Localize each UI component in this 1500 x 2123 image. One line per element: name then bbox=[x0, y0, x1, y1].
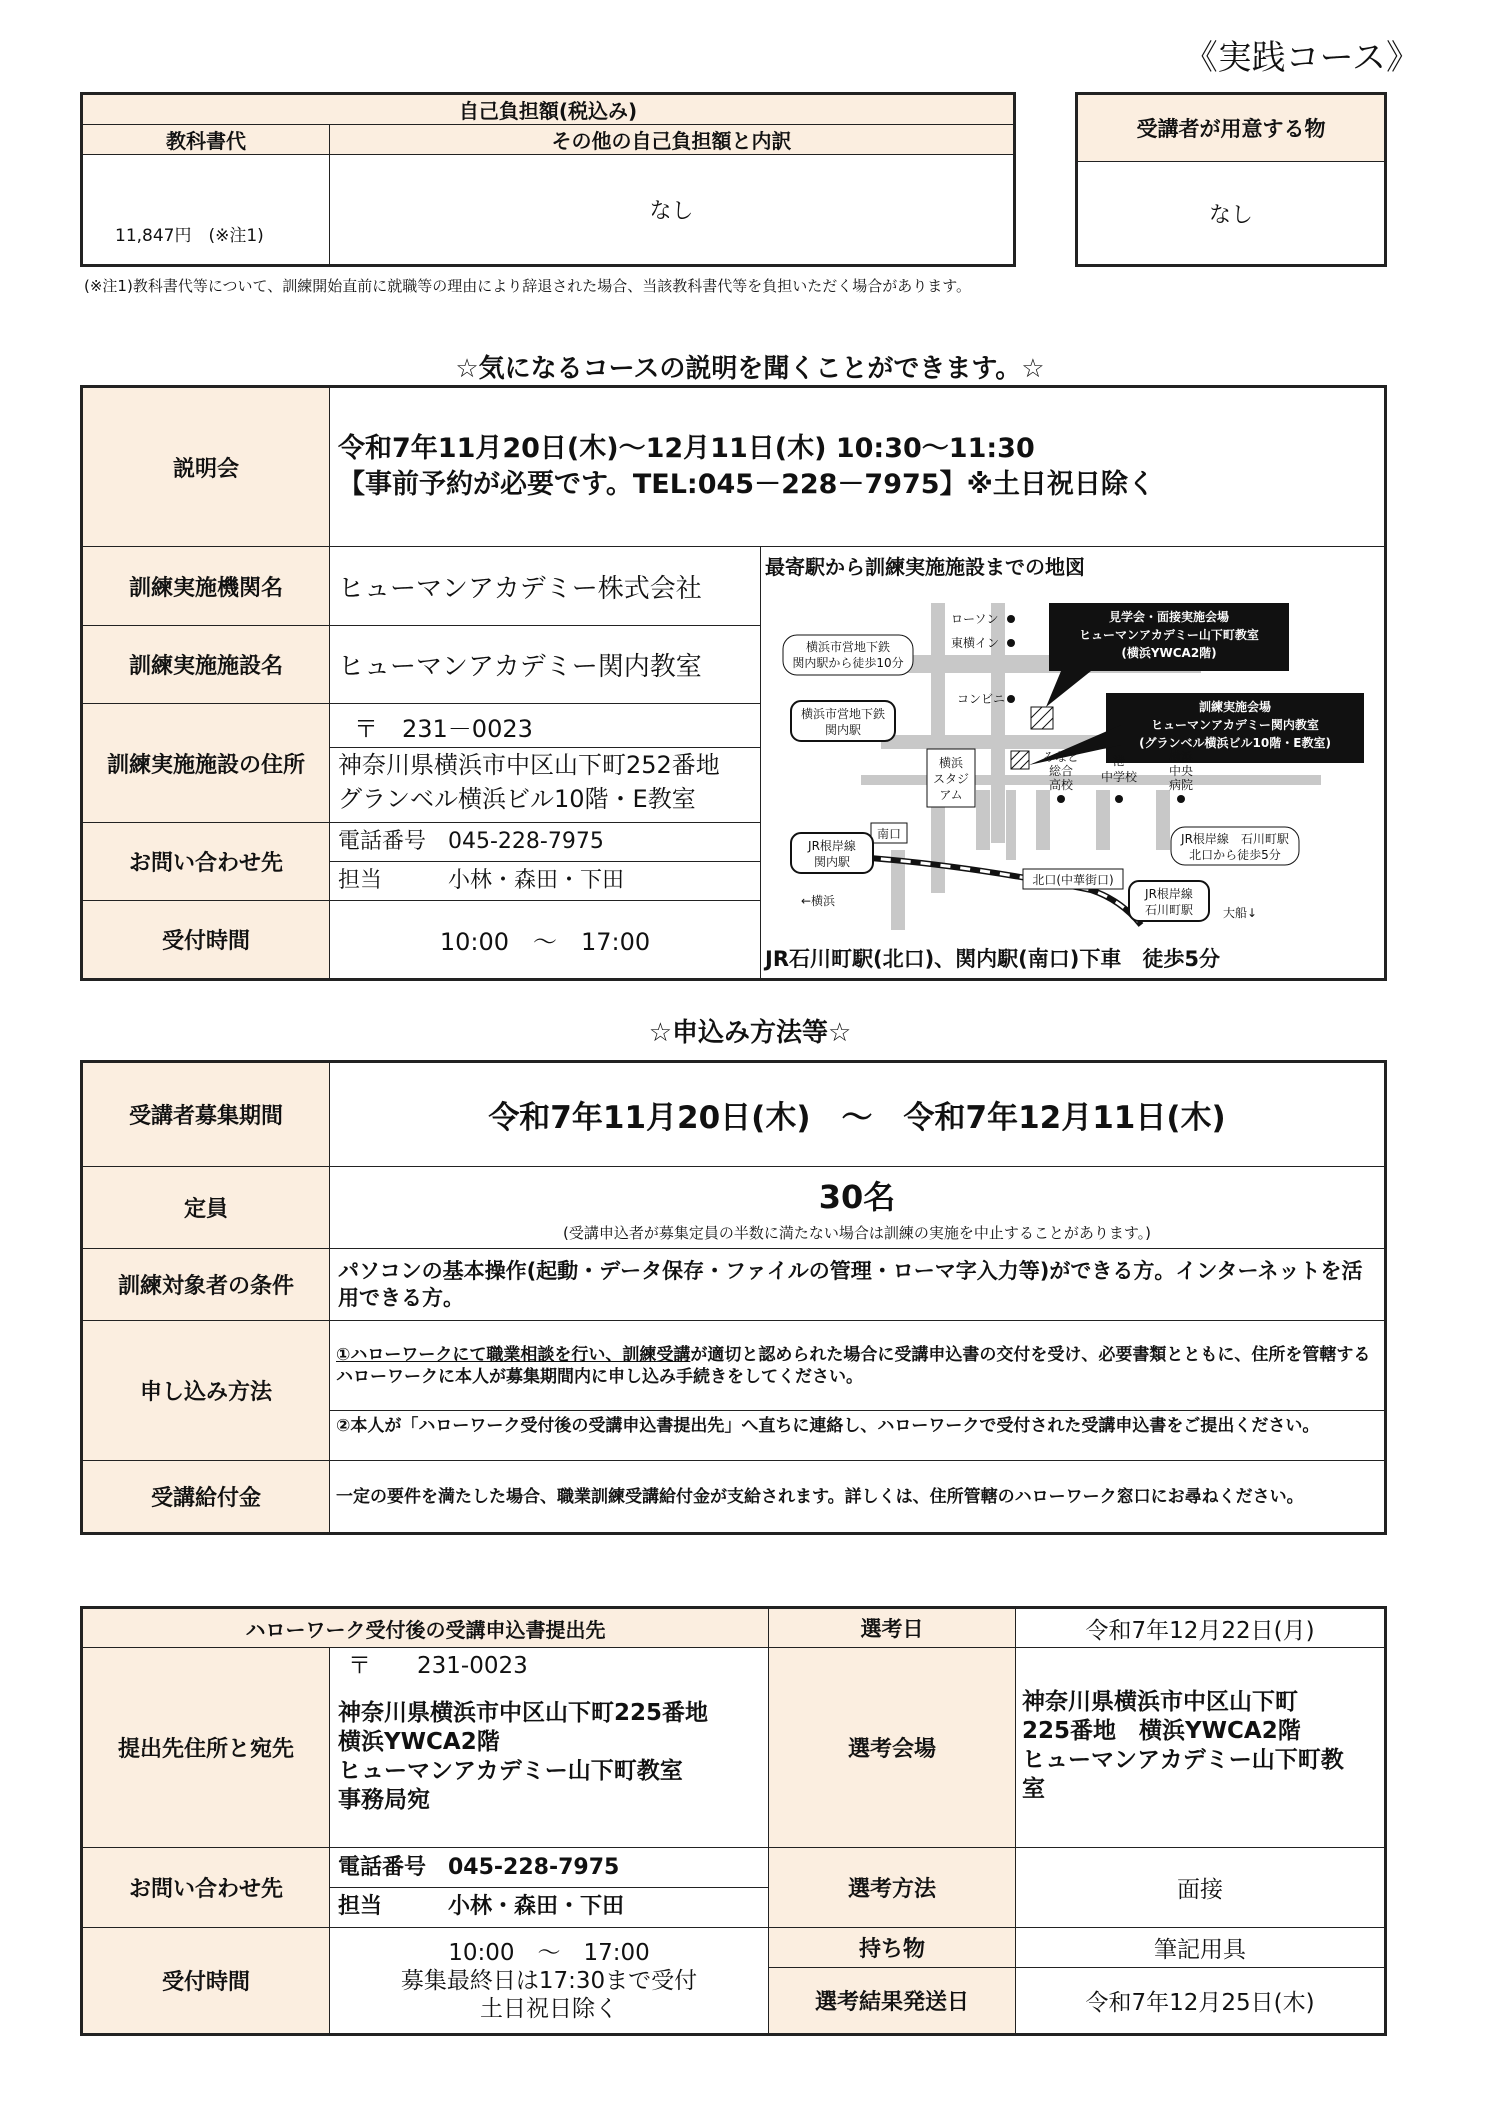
svg-text:総合: 総合 bbox=[1048, 764, 1074, 779]
contact-person: 担当 小林・森田・下田 bbox=[338, 868, 625, 894]
svg-text:横浜: 横浜 bbox=[938, 756, 964, 771]
svg-text:港: 港 bbox=[1112, 754, 1126, 769]
exam-venue-line3: ヒューマンアカデミー山下町教 bbox=[1022, 1747, 1344, 1773]
svg-text:訓練実施会場: 訓練実施会場 bbox=[1198, 700, 1272, 715]
svg-text:アム: アム bbox=[939, 788, 963, 803]
address-cell bbox=[330, 704, 761, 823]
svg-text:横浜: 横浜 bbox=[1168, 750, 1194, 765]
submit-hours-cell bbox=[330, 1928, 769, 2035]
svg-text:横浜市営地下鉄: 横浜市営地下鉄 bbox=[805, 640, 891, 655]
svg-text:見学会・面接実施会場: 見学会・面接実施会場 bbox=[1108, 610, 1230, 625]
svg-text:中学校: 中学校 bbox=[1100, 770, 1138, 785]
map-title: 最寄駅から訓練実施施設までの地図 bbox=[765, 555, 1085, 580]
benefit-label: 受講給付金 bbox=[82, 1461, 330, 1534]
apply-table bbox=[80, 1060, 1387, 1535]
method-step-1: ①ハローワークにて職業相談を行い、訓練受講が適切と認められた場合に受講申込書の交付を受け、必要書類とともに、住所を管轄するハローワークに本人が募集期間内に申し込み手続きをしてください。 bbox=[330, 1340, 1384, 1411]
capacity-value: 30名 bbox=[818, 1178, 896, 1216]
prepare-value: なし bbox=[1077, 162, 1386, 266]
capacity-note: (受講申込者が募集定員の半数に満たない場合は訓練の実施を中止することがあります。) bbox=[562, 1224, 1151, 1242]
svg-text:(横浜YWCA2階): (横浜YWCA2階) bbox=[1121, 646, 1217, 661]
svg-text:スタジ: スタジ bbox=[932, 772, 970, 787]
submit-address-cell bbox=[330, 1648, 769, 1848]
access-map bbox=[761, 575, 1379, 935]
prepare-table bbox=[1075, 92, 1387, 267]
svg-text:高校: 高校 bbox=[1048, 778, 1074, 793]
method-cell bbox=[330, 1321, 1386, 1461]
contact-cell bbox=[330, 822, 761, 900]
condition-value: パソコンの基本操作(起動・データ保存・ファイルの管理・ローマ字入力等)ができる方。インターネットを活用できる方。 bbox=[330, 1249, 1386, 1321]
cost-table bbox=[80, 92, 1016, 267]
briefing-date: 令和7年11月20日(木)～12月11日(木) 10:30～11:30 bbox=[338, 433, 1035, 465]
svg-text:石川町駅: 石川町駅 bbox=[1144, 903, 1194, 918]
address-label: 訓練実施施設の住所 bbox=[82, 704, 330, 823]
contact-phone: 電話番号 045-228-7975 bbox=[330, 823, 760, 862]
svg-text:コンビニ: コンビニ bbox=[957, 692, 1006, 707]
submit-person: 担当 小林・森田・下田 bbox=[338, 1894, 625, 1919]
capacity-cell bbox=[330, 1167, 1386, 1249]
svg-text:(グランベル横浜ビル10階・E教室): (グランベル横浜ビル10階・E教室) bbox=[1139, 736, 1331, 751]
hours-value: 10:00 ～ 17:00 bbox=[330, 901, 761, 980]
benefit-value: 一定の要件を満たした場合、職業訓練受講給付金が支給されます。詳しくは、住所管轄のハローワーク窓口にお尋ねください。 bbox=[330, 1461, 1386, 1534]
briefing-reservation: 【事前予約が必要です。TEL:045－228－7975】※土日祝日除く bbox=[338, 469, 1155, 501]
org-label: 訓練実施機関名 bbox=[82, 547, 330, 625]
svg-text:大船↓: 大船↓ bbox=[1223, 906, 1258, 921]
address-line2: グランベル横浜ビル10階・E教室 bbox=[338, 784, 696, 813]
submit-contact-label: お問い合わせ先 bbox=[82, 1848, 330, 1928]
submit-header: ハローワーク受付後の受講申込書提出先 bbox=[82, 1608, 769, 1648]
period-label: 受講者募集期間 bbox=[82, 1062, 330, 1167]
submit-addr2: 横浜YWCA2階 bbox=[338, 1729, 500, 1755]
textbook-col-header: 教科書代 bbox=[82, 125, 330, 155]
info-table bbox=[80, 385, 1387, 981]
items-value: 筆記用具 bbox=[1016, 1928, 1386, 1968]
exam-date-value: 令和7年12月22日(月) bbox=[1016, 1608, 1386, 1648]
exam-venue-line1: 神奈川県横浜市中区山下町 bbox=[1022, 1689, 1298, 1715]
exam-venue-line4: 室 bbox=[1022, 1776, 1045, 1802]
submit-contact-cell bbox=[330, 1848, 769, 1928]
map-cell bbox=[761, 547, 1386, 980]
svg-text:関内駅: 関内駅 bbox=[813, 855, 851, 870]
result-date-label: 選考結果発送日 bbox=[769, 1968, 1016, 2035]
textbook-cost-value: 11,847円 (※注1) bbox=[82, 155, 330, 266]
result-date-value: 令和7年12月25日(木) bbox=[1016, 1968, 1386, 2035]
svg-text:ローソン: ローソン bbox=[951, 612, 999, 627]
svg-text:中央: 中央 bbox=[1168, 764, 1194, 779]
svg-text:←横浜: ←横浜 bbox=[801, 894, 836, 909]
submit-phone: 電話番号 045-228-7975 bbox=[330, 1849, 768, 1888]
submit-hours-holiday: 土日祝日除く bbox=[480, 1995, 618, 2022]
svg-text:横浜市営地下鉄: 横浜市営地下鉄 bbox=[800, 707, 886, 722]
method-step-2: ②本人が「ハローワーク受付後の受講申込書提出先」へ直ちに連絡し、ハローワークで受付された受講申込書をご提出ください。 bbox=[336, 1416, 1320, 1436]
svg-text:JR根岸線: JR根岸線 bbox=[1145, 887, 1193, 902]
submit-zip: 〒 231-0023 bbox=[348, 1653, 528, 1679]
exam-method-label: 選考方法 bbox=[769, 1848, 1016, 1928]
svg-text:JR根岸線: JR根岸線 bbox=[808, 839, 856, 854]
exam-date-label: 選考日 bbox=[769, 1608, 1016, 1648]
info-section-title: ☆気になるコースの説明を聞くことができます。☆ bbox=[455, 354, 1045, 384]
exam-venue-label: 選考会場 bbox=[769, 1648, 1016, 1848]
submit-addr3: ヒューマンアカデミー山下町教室 bbox=[338, 1758, 683, 1784]
other-cost-col-header: その他の自己負担額と内訳 bbox=[330, 125, 1015, 155]
address-line1: 神奈川県横浜市中区山下町252番地 bbox=[338, 750, 720, 779]
submit-addr1: 神奈川県横浜市中区山下町225番地 bbox=[338, 1700, 709, 1726]
apply-section-title: ☆申込み方法等☆ bbox=[648, 1018, 852, 1048]
capacity-label: 定員 bbox=[82, 1167, 330, 1249]
briefing-label: 説明会 bbox=[82, 387, 330, 547]
submit-hours-label: 受付時間 bbox=[82, 1928, 330, 2035]
exam-venue-cell bbox=[1016, 1648, 1386, 1848]
svg-text:南口: 南口 bbox=[876, 827, 902, 842]
facility-value: ヒューマンアカデミー関内教室 bbox=[330, 625, 761, 703]
period-value: 令和7年11月20日(木) ～ 令和7年12月11日(木) bbox=[330, 1062, 1386, 1167]
submit-addr4: 事務局宛 bbox=[338, 1787, 430, 1813]
cost-header: 自己負担額(税込み) bbox=[82, 94, 1015, 125]
svg-text:病院: 病院 bbox=[1168, 778, 1194, 793]
svg-text:関内駅から徒歩10分: 関内駅から徒歩10分 bbox=[792, 656, 904, 671]
svg-text:関内駅: 関内駅 bbox=[824, 723, 862, 738]
submit-hours-range: 10:00 ～ 17:00 bbox=[448, 1939, 650, 1966]
method-label: 申し込み方法 bbox=[82, 1321, 330, 1461]
svg-text:ヒューマンアカデミー山下町教室: ヒューマンアカデミー山下町教室 bbox=[1079, 628, 1259, 643]
submit-hours-deadline: 募集最終日は17:30まで受付 bbox=[400, 1967, 698, 1994]
facility-label: 訓練実施施設名 bbox=[82, 625, 330, 703]
org-value: ヒューマンアカデミー株式会社 bbox=[330, 547, 761, 625]
svg-text:ヒューマンアカデミー関内教室: ヒューマンアカデミー関内教室 bbox=[1151, 718, 1319, 733]
items-label: 持ち物 bbox=[769, 1928, 1016, 1968]
other-cost-value: なし bbox=[330, 155, 1015, 266]
svg-text:北口(中華街口): 北口(中華街口) bbox=[1032, 873, 1114, 888]
submit-address-label: 提出先住所と宛先 bbox=[82, 1648, 330, 1848]
svg-text:北口から徒歩5分: 北口から徒歩5分 bbox=[1189, 848, 1281, 863]
exam-method-value: 面接 bbox=[1016, 1848, 1386, 1928]
briefing-cell bbox=[330, 387, 1386, 547]
svg-text:JR根岸線 石川町駅: JR根岸線 石川町駅 bbox=[1181, 832, 1289, 847]
submit-table bbox=[80, 1606, 1387, 2036]
cost-note: (※注1)教科書代等について、訓練開始直前に就職等の理由により辞退された場合、当該教科書代等を負担いただく場合があります。 bbox=[84, 277, 972, 295]
method-step-1-link: ①ハローワークにて職業相談を行い、訓練受講 bbox=[336, 1345, 691, 1365]
map-footer: JR石川町駅(北口)、関内駅(南口)下車 徒歩5分 bbox=[765, 947, 1220, 972]
course-tag: 《実践コース》 bbox=[1183, 38, 1420, 78]
prepare-header: 受講者が用意する物 bbox=[1077, 94, 1386, 162]
hours-label: 受付時間 bbox=[82, 901, 330, 980]
address-zip: 〒 231－0023 bbox=[330, 711, 760, 748]
contact-label: お問い合わせ先 bbox=[82, 822, 330, 900]
svg-text:みなと: みなと bbox=[1042, 750, 1080, 765]
condition-label: 訓練対象者の条件 bbox=[82, 1249, 330, 1321]
exam-venue-line2: 225番地 横浜YWCA2階 bbox=[1022, 1718, 1301, 1744]
svg-text:東横イン: 東横イン bbox=[951, 636, 1000, 651]
